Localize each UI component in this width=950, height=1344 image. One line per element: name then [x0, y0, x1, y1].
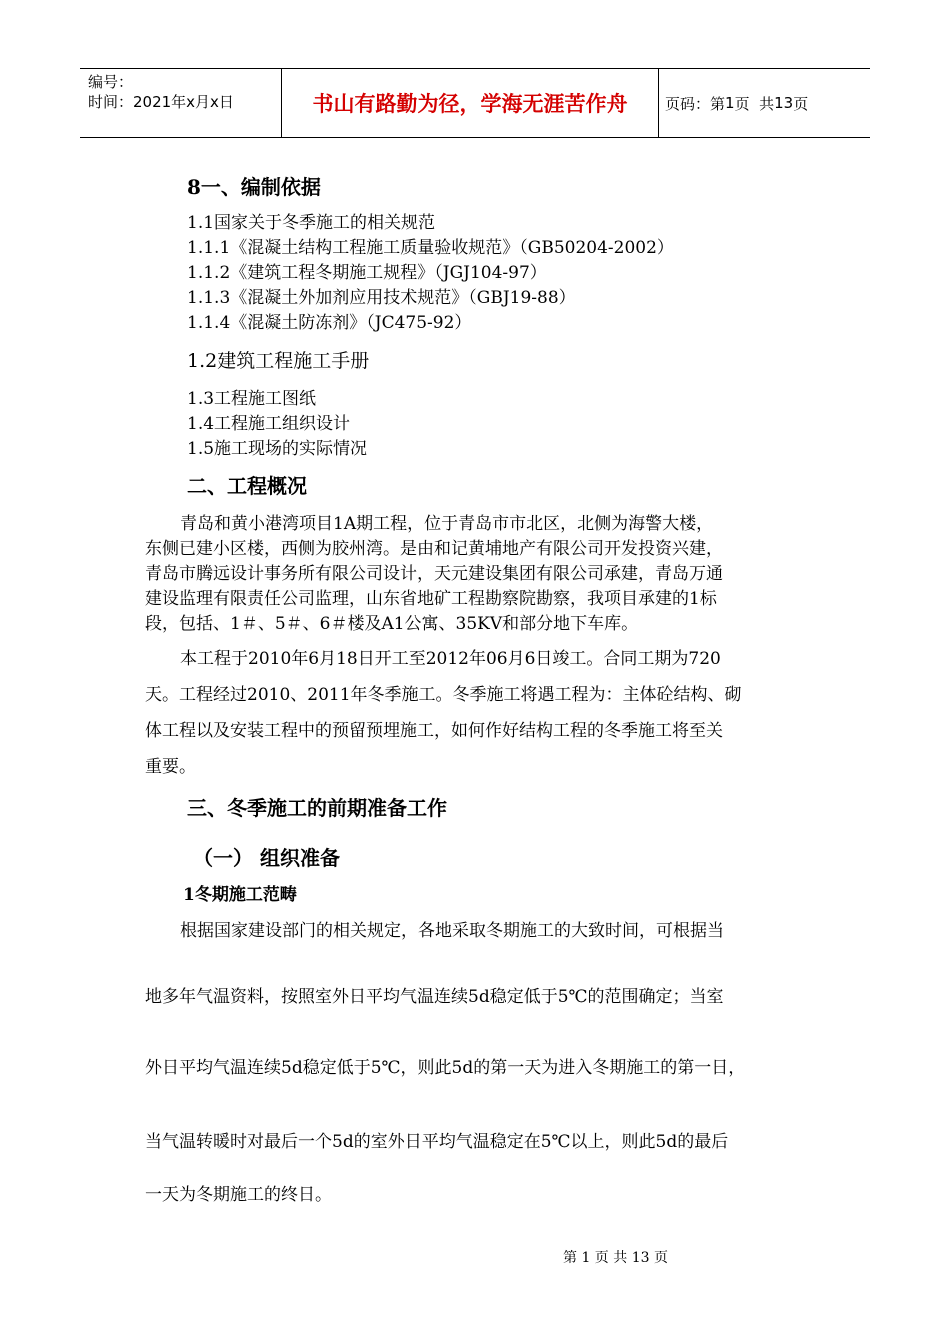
section1-heading: 8一、编制依据	[187, 175, 321, 199]
page-current: 1	[725, 94, 735, 112]
page-header	[80, 68, 870, 138]
page-label-prefix: 页码：第	[665, 94, 726, 113]
section1-item: 1.1.2《建筑工程冬期施工规程》（JGJ104-97）	[187, 263, 547, 283]
section1-item: 1.5施工现场的实际情况	[187, 439, 368, 459]
paragraph-line: 外日平均气温连续5d稳定低于5℃，则此5d的第一天为进入冬期施工的第一日，	[145, 1058, 746, 1078]
section1-item: 1.3工程施工图纸	[187, 389, 317, 409]
paragraph-line: 本工程于2010年6月18日开工至2012年06月6日竣工。合同工期为720	[180, 649, 721, 669]
document-number-label: 编号：	[88, 73, 134, 91]
paragraph-line: 青岛和黄小港湾项目1A期工程，位于青岛市市北区，北侧为海警大楼，	[180, 514, 714, 534]
section1-item-handbook: 1.2建筑工程施工手册	[187, 350, 370, 372]
header-meta-cell	[80, 69, 282, 137]
section1-item: 1.4工程施工组织设计	[187, 414, 351, 434]
page-footer: 第 1 页 共 13 页	[563, 1250, 668, 1266]
paragraph-line: 青岛市腾远设计事务所有限公司设计，天元建设集团有限公司承建，青岛万通	[145, 564, 723, 584]
paragraph-line: 体工程以及安装工程中的预留预埋施工，如何作好结构工程的冬季施工将至关	[145, 721, 723, 741]
paragraph-line: 地多年气温资料，按照室外日平均气温连续5d稳定低于5℃的范围确定；当室	[145, 987, 724, 1007]
paragraph-line: 东侧已建小区楼，西侧为胶州湾。是由和记黄埔地产有限公司开发投资兴建，	[145, 539, 723, 559]
section3-sub-sub-heading: 1冬期施工范畴	[183, 885, 297, 905]
paragraph-line: 当气温转暖时对最后一个5d的室外日平均气温稳定在5℃以上，则此5d的最后	[145, 1132, 729, 1152]
section2-heading: 二、工程概况	[187, 474, 307, 498]
paragraph-line: 重要。	[145, 757, 196, 777]
document-time-label: 时间：2021年x月x日	[88, 93, 234, 111]
page-label-end: 页	[793, 94, 809, 113]
section1-item: 1.1国家关于冬季施工的相关规范	[187, 213, 436, 233]
paragraph-line: 一天为冬期施工的终日。	[145, 1185, 332, 1205]
section3-heading: 三、冬季施工的前期准备工作	[187, 796, 447, 820]
section1-item: 1.1.3《混凝土外加剂应用技术规范》（GBJ19-88）	[187, 288, 576, 308]
page-total: 13	[774, 94, 794, 112]
paragraph-line: 段，包括、1＃、5＃、6＃楼及A1公寓、35KV和部分地下车库。	[145, 614, 639, 634]
header-motto: 书山有路勤为径，学海无涯苦作舟	[282, 69, 659, 137]
paragraph-line: 建设监理有限责任公司监理，山东省地矿工程勘察院勘察，我项目承建的1标	[145, 589, 717, 609]
section1-item: 1.1.4《混凝土防冻剂》（JC475-92）	[187, 313, 472, 333]
section1-item: 1.1.1《混凝土结构工程施工质量验收规范》（GB50204-2002）	[187, 238, 674, 258]
paragraph-line: 天。工程经过2010、2011年冬季施工。冬季施工将遇工程为：主体砼结构、砌	[145, 685, 742, 705]
page-label-mid: 页 共	[734, 94, 775, 113]
section3-sub-heading: （一） 组织准备	[193, 846, 340, 870]
paragraph-line: 根据国家建设部门的相关规定，各地采取冬期施工的大致时间，可根据当	[180, 921, 724, 941]
header-page-info	[658, 69, 870, 137]
